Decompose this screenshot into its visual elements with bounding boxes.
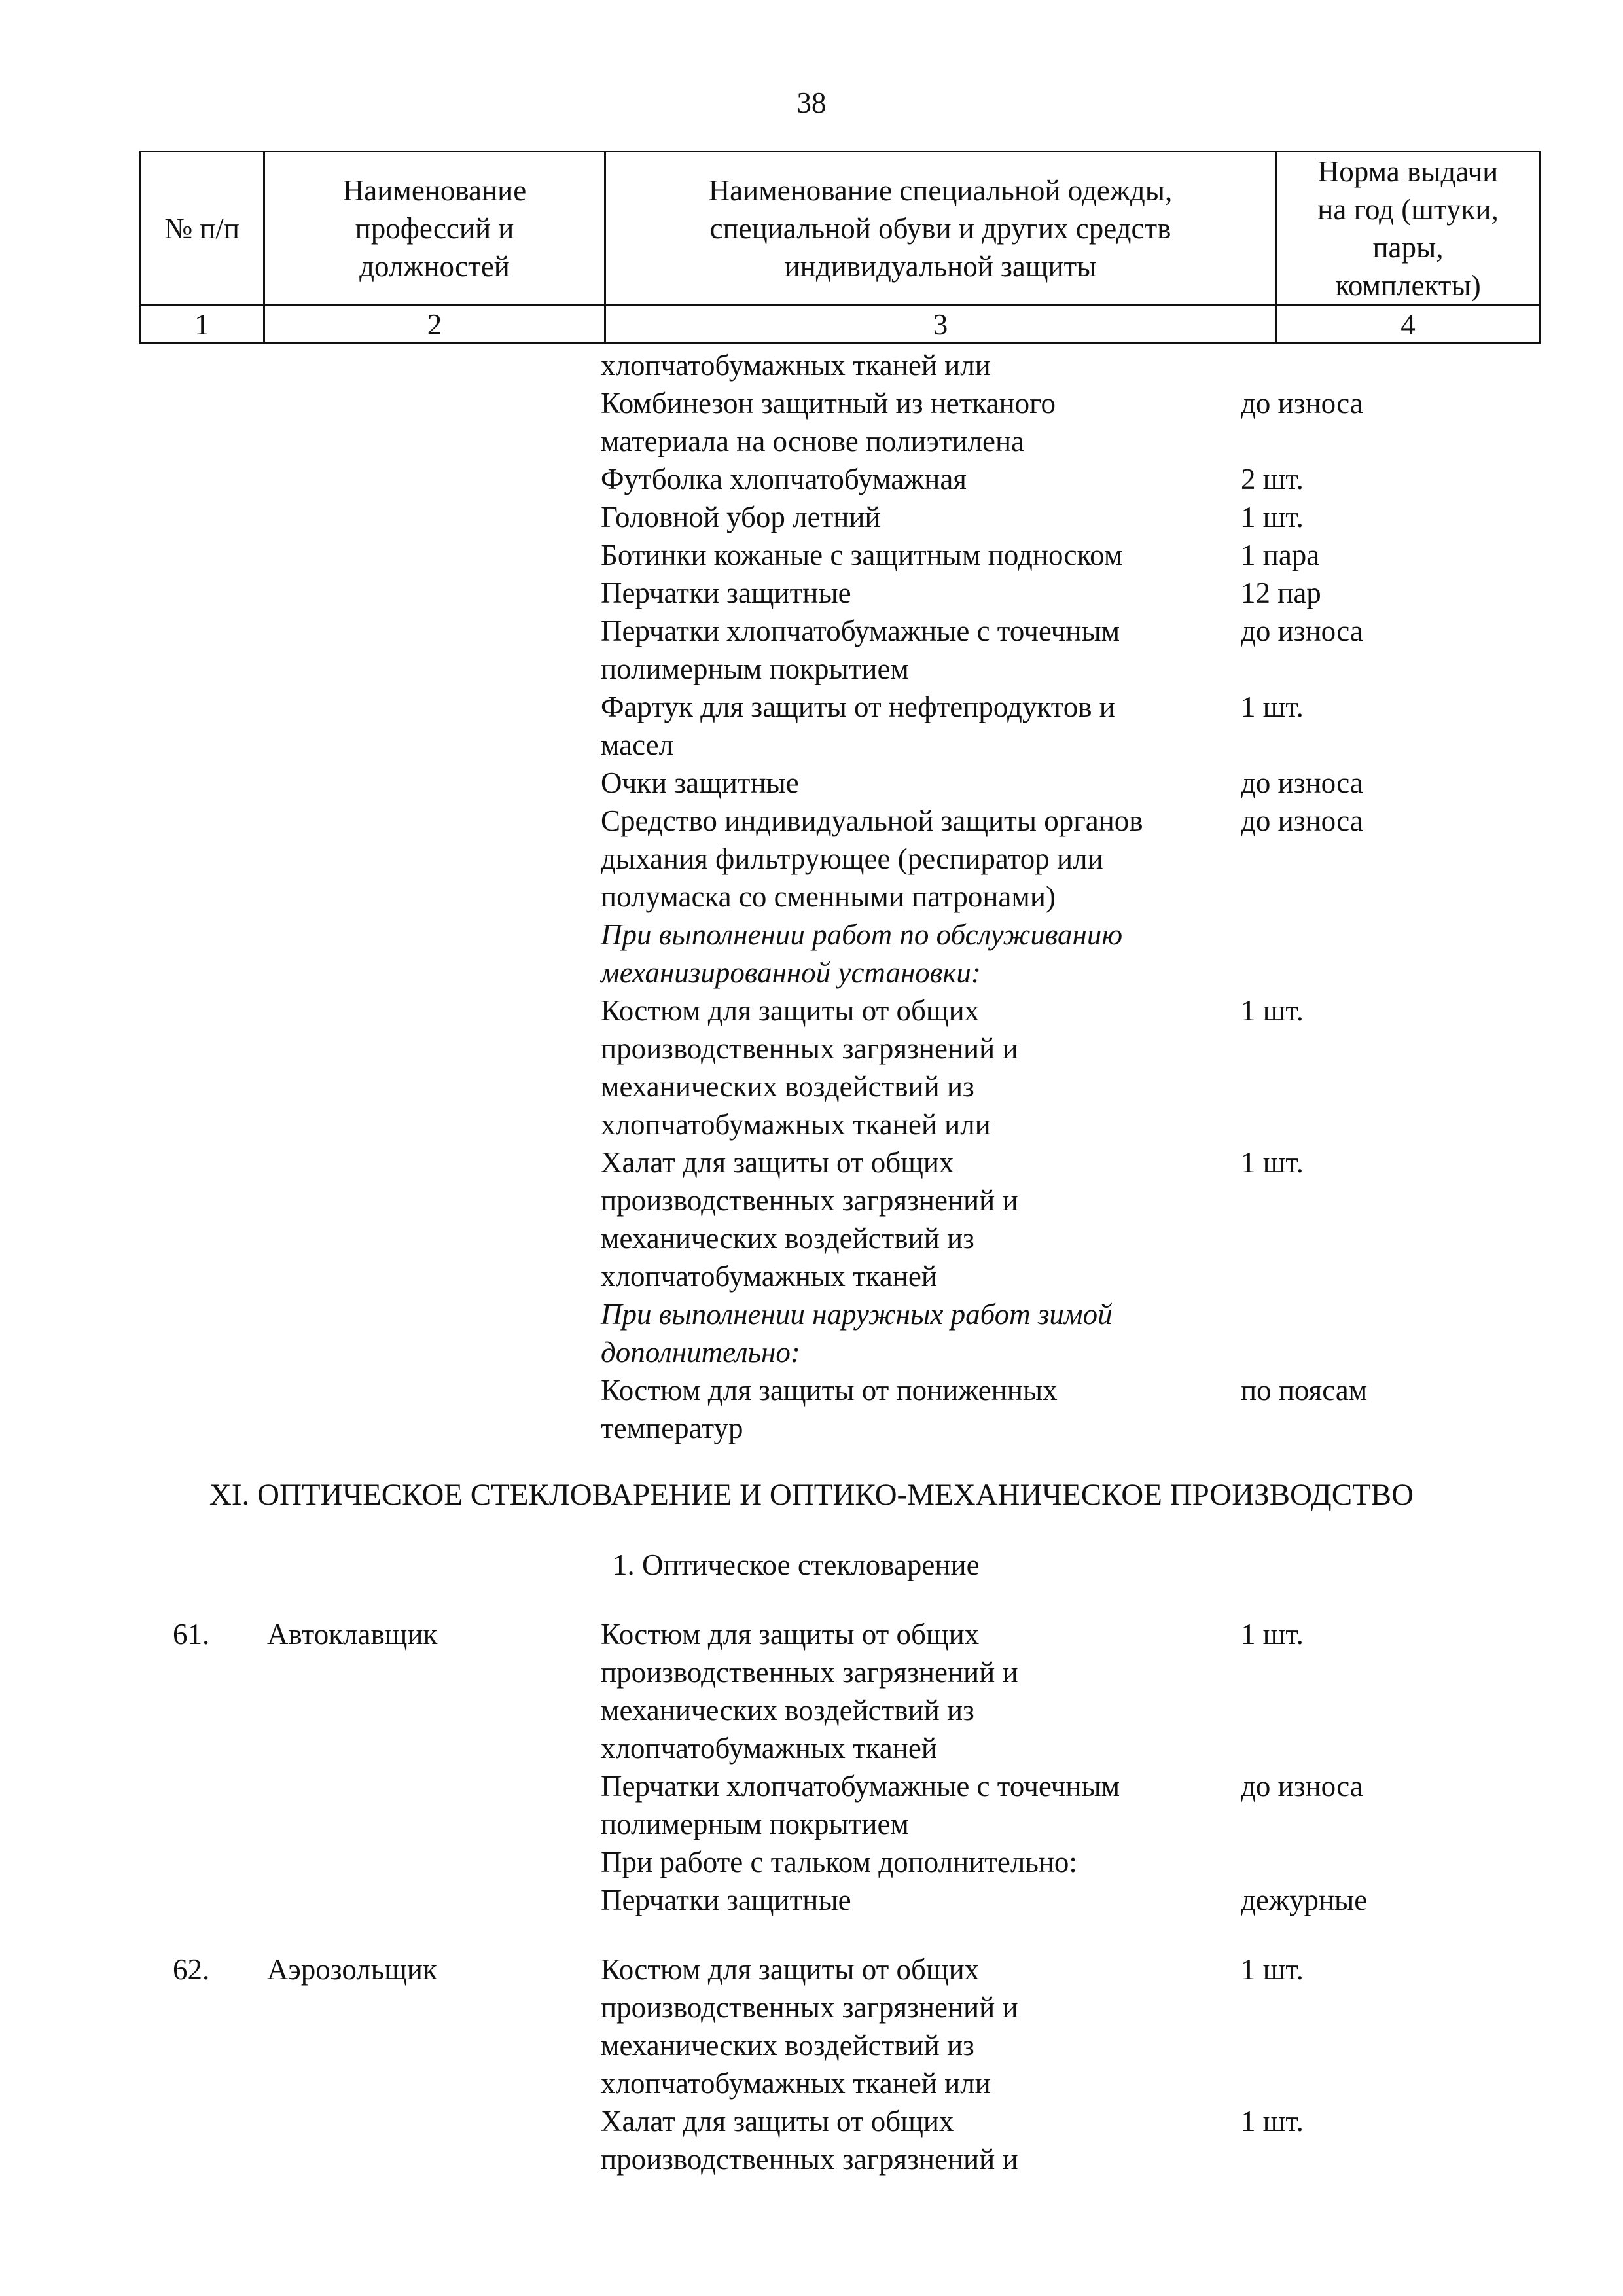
equipment-line: Фартук для защиты от нефтепродуктов и [601,691,1115,723]
entry-number: 61. [173,1618,210,1651]
norm-value: 1 шт. [1241,1618,1304,1651]
equipment-line: Перчатки хлопчатобумажные с точечным [601,615,1120,647]
equipment-line: При выполнении наружных работ зимой [601,1298,1113,1331]
header-row [140,152,1541,306]
header-profession-line: Наименование [342,174,527,207]
equipment-line: Средство индивидуальной защиты органов [601,804,1143,837]
section-title: XI. ОПТИЧЕСКОЕ СТЕКЛОВАРЕНИЕ И ОПТИКО-МЕХАНИЧЕСКОЕ ПРОИЗВОДСТВО [209,1478,1414,1512]
equipment-line: масел [601,728,674,761]
norm-value: 1 шт. [1241,2105,1304,2138]
norm-value: 1 шт. [1241,691,1304,723]
equipment-line: материала на основе полиэтилена [601,425,1025,457]
norm-value: до износа [1241,804,1363,837]
column-number: 3 [605,306,1276,344]
equipment-line: производственных загрязнений и [601,1184,1018,1217]
norm-value: до износа [1241,387,1363,420]
equipment-line: производственных загрязнений и [601,1991,1018,2024]
header-cell-norm [1276,152,1541,306]
header-table [139,151,1541,344]
equipment-line: температур [601,1412,743,1444]
equipment-line: полимерным покрытием [601,1808,909,1840]
equipment-line: Костюм для защиты от общих [601,1953,980,1986]
norm-value: 2 шт. [1241,463,1304,495]
equipment-line: Костюм для защиты от общих [601,994,980,1027]
header-cell-number [140,152,264,306]
equipment-line: Перчатки хлопчатобумажные с точечным [601,1770,1120,1803]
page-number: 38 [796,86,827,119]
header-cell-equipment [605,152,1276,306]
header-cell-profession [264,152,605,306]
equipment-line: механических воздействий из [601,1222,974,1255]
equipment-line: полумаска со сменными патронами) [601,880,1056,913]
column-number: 1 [140,306,264,344]
equipment-line: Халат для защиты от общих [601,1146,954,1179]
norm-value: до износа [1241,615,1363,647]
equipment-line: Перчатки защитные [601,577,851,609]
equipment-line: При работе с тальком дополнительно: [601,1846,1077,1878]
norm-value: по поясам [1241,1374,1368,1407]
equipment-line: хлопчатобумажных тканей или [601,2067,991,2100]
norm-value: 1 шт. [1241,994,1304,1027]
column-number: 4 [1276,306,1541,344]
entry-profession: Аэрозольщик [267,1953,437,1986]
equipment-line: Ботинки кожаные с защитным подноском [601,539,1123,571]
entry-number: 62. [173,1953,210,1986]
header-number-label: № п/п [164,212,240,245]
equipment-line: Футболка хлопчатобумажная [601,463,967,495]
equipment-line: производственных загрязнений и [601,2143,1018,2176]
equipment-line: Перчатки защитные [601,1884,851,1916]
header-norm-line: на год (штуки, [1317,193,1499,226]
column-number: 2 [264,306,605,344]
equipment-line: дыхания фильтрующее (респиратор или [601,842,1103,875]
equipment-line: дополнительно: [601,1336,800,1369]
norm-value: до износа [1241,766,1363,799]
equipment-line: механических воздействий из [601,1070,974,1103]
header-profession-line: профессий и [355,212,514,245]
norm-value: до износа [1241,1770,1363,1803]
equipment-line: хлопчатобумажных тканей или [601,349,991,382]
equipment-line: Комбинезон защитный из нетканого [601,387,1056,420]
equipment-line: хлопчатобумажных тканей [601,1260,937,1293]
header-profession-line: должностей [359,250,510,283]
column-number-row [140,306,1541,344]
subsection-title: 1. Оптическое стекловарение [613,1549,980,1581]
equipment-line: производственных загрязнений и [601,1032,1018,1065]
equipment-line: Халат для защиты от общих [601,2105,954,2138]
norm-value: 1 шт. [1241,1146,1304,1179]
norm-value: 1 шт. [1241,1953,1304,1986]
norm-value: 12 пар [1241,577,1321,609]
header-norm-line: Норма выдачи [1317,155,1499,188]
norm-value: 1 шт. [1241,501,1304,533]
header-equipment-line: индивидуальной защиты [784,250,1097,283]
header-norm-line: комплекты) [1335,269,1481,302]
equipment-line: Очки защитные [601,766,799,799]
equipment-line: полимерным покрытием [601,653,909,685]
header-norm-line: пары, [1372,231,1444,264]
norm-value: дежурные [1241,1884,1368,1916]
equipment-line: производственных загрязнений и [601,1656,1018,1689]
equipment-line: Костюм для защиты от общих [601,1618,980,1651]
norm-value: 1 пара [1241,539,1320,571]
entry-profession: Автоклавщик [267,1618,438,1651]
equipment-line: хлопчатобумажных тканей или [601,1108,991,1141]
header-equipment-line: специальной обуви и других средств [709,212,1171,245]
header-equipment-line: Наименование специальной одежды, [708,174,1173,207]
equipment-line: Костюм для защиты от пониженных [601,1374,1058,1407]
equipment-line: хлопчатобумажных тканей [601,1732,937,1765]
equipment-line: механизированной установки: [601,956,981,989]
equipment-line: При выполнении работ по обслуживанию [601,918,1123,951]
equipment-line: Головной убор летний [601,501,881,533]
equipment-line: механических воздействий из [601,2029,974,2062]
equipment-line: механических воздействий из [601,1694,974,1727]
